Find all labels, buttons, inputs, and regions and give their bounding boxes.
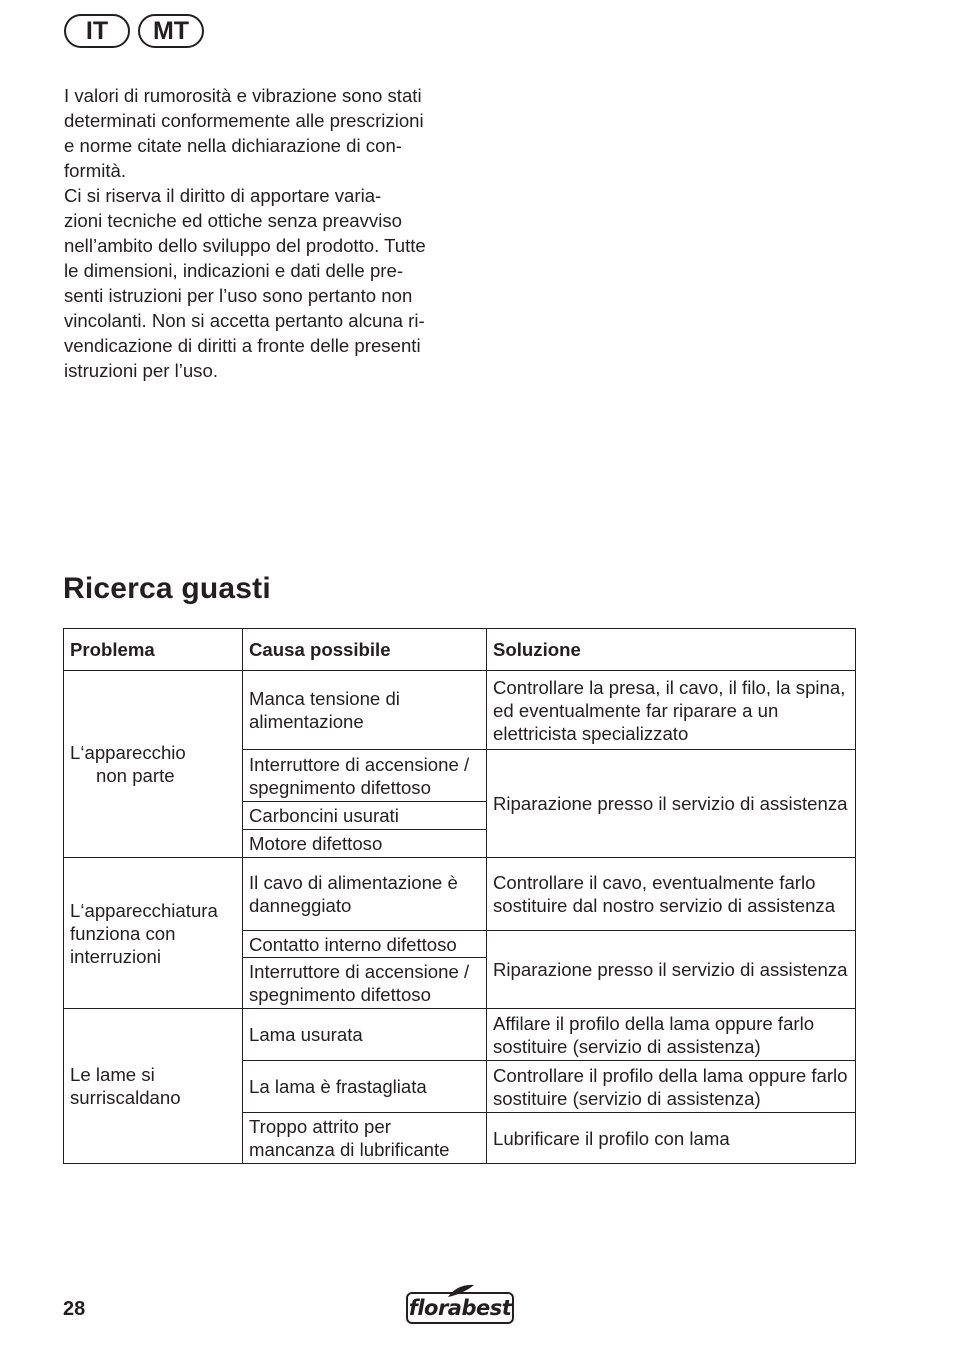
cause-cell: Motore difettoso bbox=[243, 830, 487, 858]
cause-cell: Il cavo di alimentazione è danneggiato bbox=[243, 858, 487, 931]
solution-cell: Lubrificare il profilo con lama bbox=[487, 1113, 856, 1164]
header-solution: Soluzione bbox=[487, 629, 856, 671]
cause-cell: Troppo attrito per mancanza di lubrificante bbox=[243, 1113, 487, 1164]
problem-cell: L‘apparecchiatura funziona con interruzioni bbox=[64, 858, 243, 1009]
cause-cell: Lama usurata bbox=[243, 1009, 487, 1061]
solution-cell: Affilare il profilo della lama oppure farlo sostituire (servizio di assistenza) bbox=[487, 1009, 856, 1061]
section-title: Ricerca guasti bbox=[63, 572, 271, 605]
header-cause: Causa possibile bbox=[243, 629, 487, 671]
solution-cell: Riparazione presso il servizio di assistenza bbox=[487, 931, 856, 1009]
intro-paragraph-noise: I valori di rumorosità e vibrazione sono stati determinati conformemente alle prescrizioni e norme citate nella dichiarazione di con- formità. bbox=[64, 85, 424, 181]
problem-line: non parte bbox=[96, 765, 175, 786]
table-row bbox=[64, 671, 856, 750]
solution-cell: Controllare il cavo, eventualmente farlo sostituire dal nostro servizio di assistenza bbox=[487, 858, 856, 931]
brand-name: florabest bbox=[408, 1296, 512, 1320]
solution-cell: Riparazione presso il servizio di assistenza bbox=[487, 750, 856, 858]
lang-badge-mt: MT bbox=[138, 14, 204, 48]
table-row bbox=[64, 1009, 856, 1061]
brand-logo bbox=[406, 1284, 516, 1326]
cause-cell: Manca tensione di alimentazione bbox=[243, 671, 487, 750]
cause-cell: Carboncini usurati bbox=[243, 802, 487, 830]
problem-cell bbox=[64, 671, 243, 858]
header-problem: Problema bbox=[64, 629, 243, 671]
problem-line: L‘apparecchio bbox=[70, 742, 186, 763]
table-header-row bbox=[64, 629, 856, 671]
language-badges bbox=[64, 14, 204, 48]
problem-cell: Le lame si surriscaldano bbox=[64, 1009, 243, 1164]
lang-badge-it: IT bbox=[64, 14, 130, 48]
cause-cell: La lama è frastagliata bbox=[243, 1061, 487, 1113]
cause-cell: Interruttore di accensione / spegnimento difettoso bbox=[243, 750, 487, 802]
table-row bbox=[64, 858, 856, 931]
intro-text bbox=[64, 83, 454, 383]
cause-cell: Contatto interno difettoso bbox=[243, 931, 487, 958]
solution-cell: Controllare la presa, il cavo, il filo, la spina, ed eventualmente far riparare a un elettricista specializzato bbox=[487, 671, 856, 750]
solution-cell: Controllare il profilo della lama oppure farlo sostituire (servizio di assistenza) bbox=[487, 1061, 856, 1113]
troubleshooting-table bbox=[63, 628, 856, 1164]
cause-cell: Interruttore di accensione / spegnimento difettoso bbox=[243, 958, 487, 1009]
page-number: 28 bbox=[63, 1298, 86, 1320]
brand-logo-frame bbox=[406, 1292, 514, 1324]
intro-paragraph-disclaimer: Ci si riserva il diritto di apportare varia- zioni tecniche ed ottiche senza preavviso nell’ambito dello sviluppo del prodotto. Tutte le dimensioni, indicazioni e dati delle pre- senti istruzioni per l’uso sono pertanto non vincolanti. Non si accetta pertanto alcuna ri- vendicazione di diritti a fronte delle presenti istruzioni per l’uso. bbox=[64, 185, 426, 381]
